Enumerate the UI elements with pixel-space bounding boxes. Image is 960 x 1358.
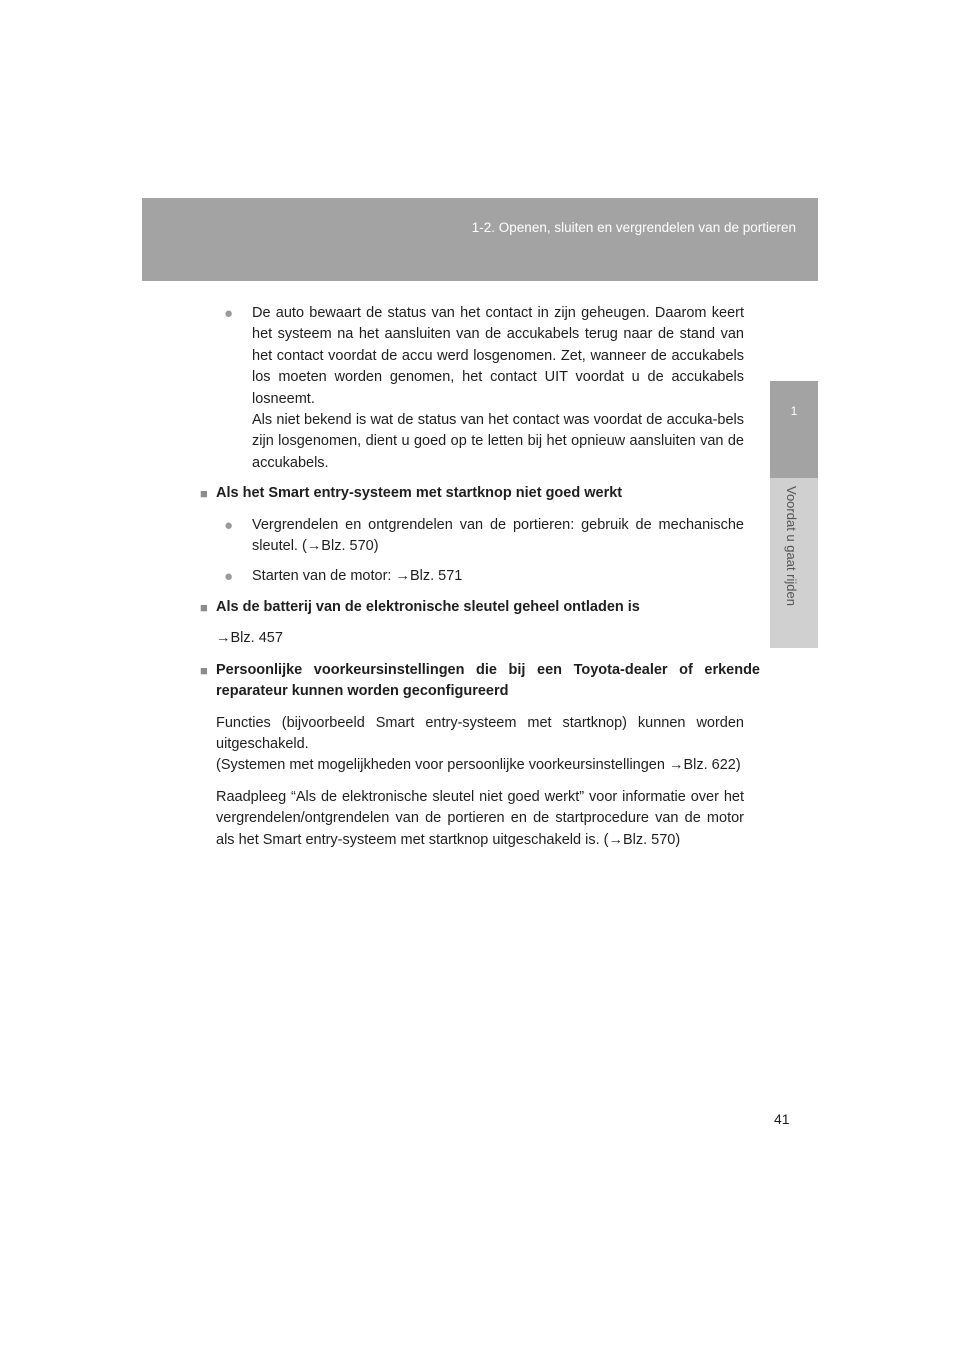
bullet-text: Vergrendelen en ontgrendelen van de portieren: gebruik de mechanische sleutel. (→Blz. 570)	[252, 516, 744, 555]
section-header	[142, 198, 818, 281]
square-bullet-icon: ■	[200, 662, 208, 678]
page-content	[200, 303, 760, 861]
bullet-item	[224, 515, 744, 558]
heading-text: Persoonlijke voorkeursinstellingen die bij een Toyota-dealer of erkende reparateur kunnen worden geconfigureerd	[216, 661, 760, 700]
section-title: 1-2. Openen, sluiten en vergrendelen van de portieren	[471, 220, 796, 235]
paragraph: Raadpleeg “Als de elektronische sleutel niet goed werkt” voor informatie over het vergrendelen/ontgrendelen van de portieren en de startprocedure van de motor als het Smart entry-systeem met startknop uitgeschakeld is. (→Blz. 570)	[216, 788, 744, 848]
bullet-text: Starten van de motor: →Blz. 571	[252, 568, 463, 585]
paragraph-text: Functies (bijvoorbeeld Smart entry-systeem met startknop) kunnen worden uitgeschakeld.	[216, 714, 744, 752]
chapter-tab-label: Voordat u gaat rijden	[784, 486, 799, 606]
circle-bullet-icon: ●	[224, 305, 234, 322]
subsection-heading	[200, 597, 760, 618]
subsection-heading	[200, 483, 760, 504]
heading-text: Als de batterij van de elektronische sleutel geheel ontladen is	[216, 598, 640, 615]
circle-bullet-icon: ●	[224, 516, 234, 534]
paragraph	[214, 713, 744, 777]
bullet-item	[224, 566, 744, 587]
circle-bullet-icon: ●	[224, 568, 234, 586]
bullet-item	[224, 303, 744, 474]
chapter-tab-number: 1	[770, 381, 818, 478]
bullet-text-continued: Als niet bekend is wat de status van het contact was voordat de accuka-bels zijn losgenomen, dient u goed op te letten bij het opnieuw aansluiten van de accukabels.	[252, 412, 744, 471]
subsection-heading	[200, 660, 760, 703]
square-bullet-icon: ■	[200, 599, 208, 615]
bullet-text: De auto bewaart de status van het contact in zijn geheugen. Daarom keert het systeem na het aansluiten van de accukabels terug naar de stand van het contact voordat de accu werd losgenomen. Zet, wanneer de accukabels los moeten worden genomen, het contact UIT voordat u de accukabels losneemt.	[252, 305, 744, 407]
page-number: 41	[774, 1111, 790, 1127]
paragraph-text-continued: (Systemen met mogelijkheden voor persoonlijke voorkeursinstellingen →Blz. 622)	[216, 757, 741, 774]
paragraph: →Blz. 457	[216, 630, 283, 647]
heading-text: Als het Smart entry-systeem met startknop niet goed werkt	[216, 485, 623, 502]
square-bullet-icon: ■	[200, 486, 208, 502]
chapter-tab	[770, 478, 818, 648]
